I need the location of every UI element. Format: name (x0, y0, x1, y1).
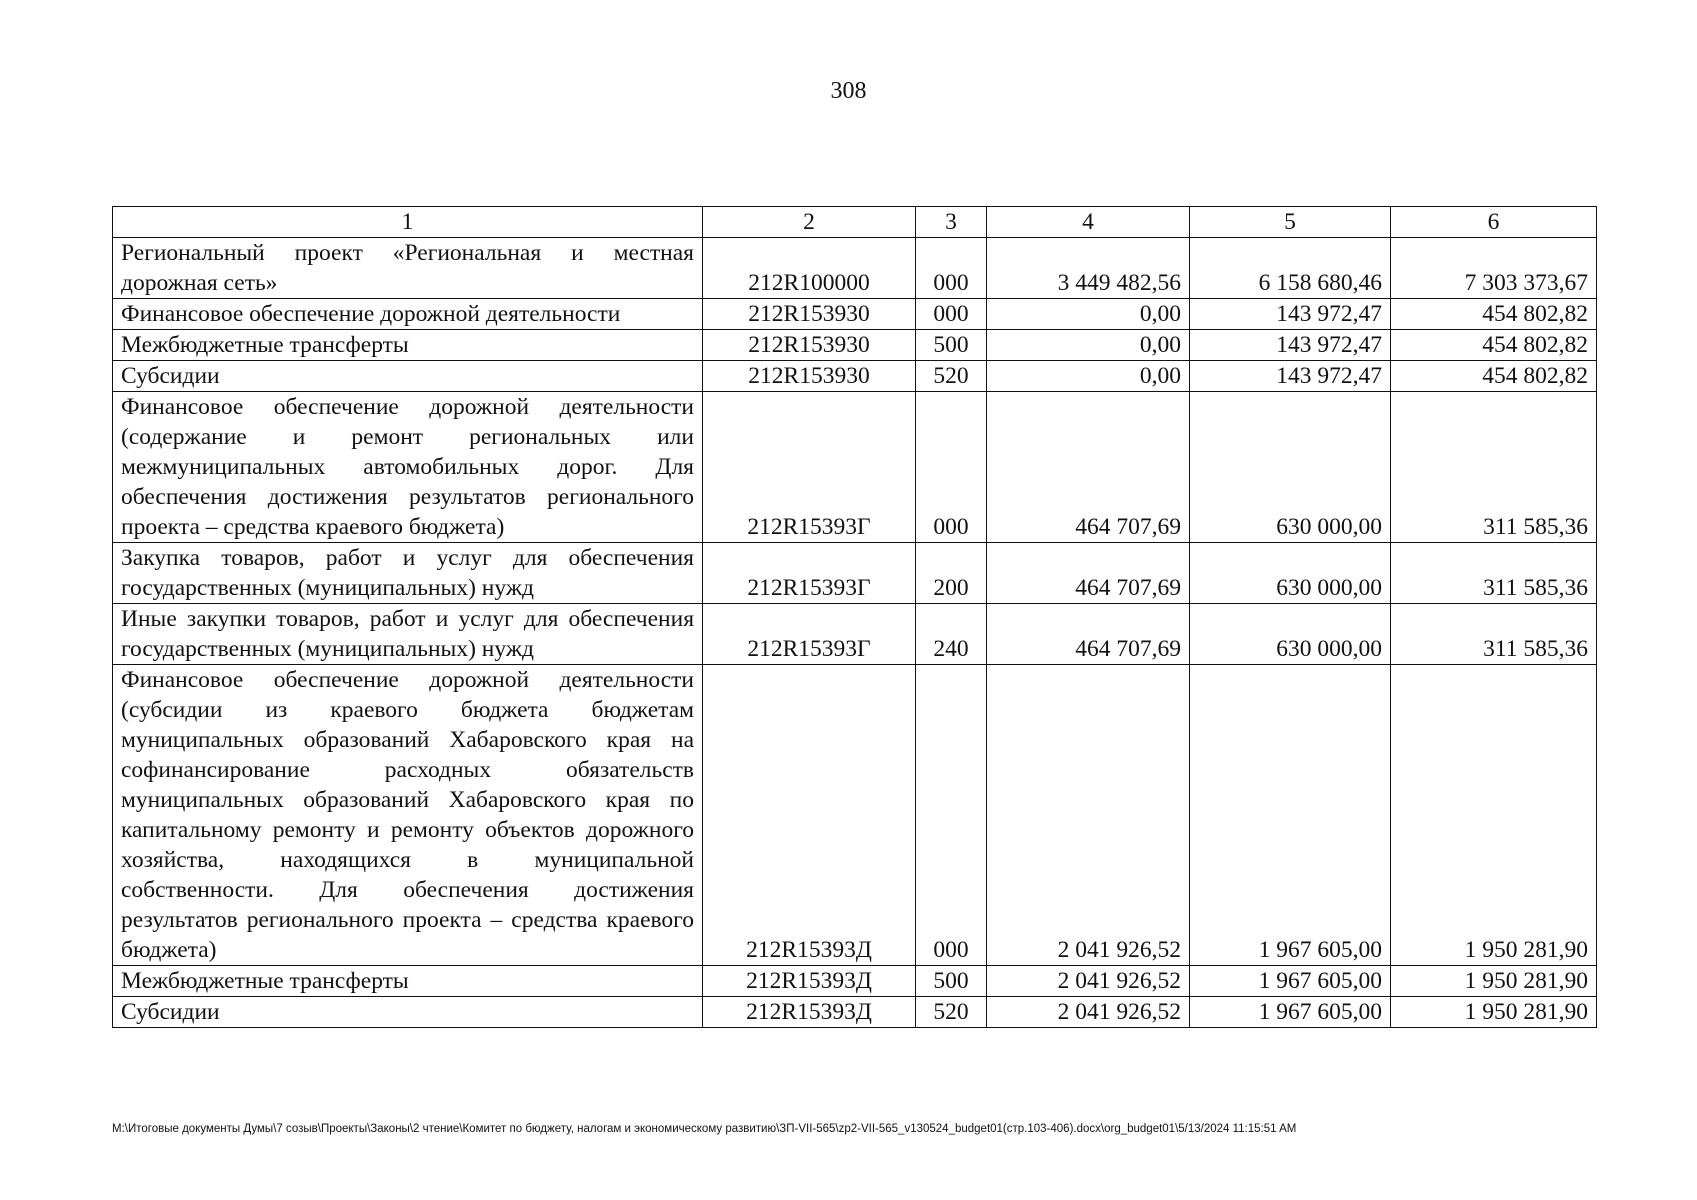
row-expense-type: 000 (916, 238, 987, 299)
row-value-6: 1 950 281,90 (1391, 665, 1597, 966)
column-header-1: 1 (113, 207, 703, 238)
row-name: Иные закупки товаров, работ и услуг для обеспечения государственных (муниципальных) нужд (113, 604, 703, 665)
row-expense-type: 520 (916, 997, 987, 1028)
row-name: Финансовое обеспечение дорожной деятельности (содержание и ремонт региональных или межмуниципальных автомобильных дорог. Для обеспечения достижения результатов регионального проекта – средства краевого бюджета) (113, 392, 703, 543)
column-header-2: 2 (703, 207, 916, 238)
row-expense-type: 500 (916, 966, 987, 997)
row-expense-type: 000 (916, 299, 987, 330)
row-target-code: 212R100000 (703, 238, 916, 299)
row-value-6: 454 802,82 (1391, 299, 1597, 330)
budget-table (112, 206, 1597, 1028)
row-expense-type: 000 (916, 392, 987, 543)
row-name: Финансовое обеспечение дорожной деятельности (субсидии из краевого бюджета бюджетам муниципальных образований Хабаровского края на софинансирование расходных обязательств муниципальных образований Хабаровского края по капитальному ремонту и ремонту объектов дорожного хозяйства, находящихся в муниципальной собственности. Для обеспечения достижения результатов регионального проекта – средства краевого бюджета) (113, 665, 703, 966)
table-row (113, 330, 1597, 361)
table-row (113, 299, 1597, 330)
row-target-code: 212R15393Д (703, 997, 916, 1028)
table-row (113, 997, 1597, 1028)
row-target-code: 212R15393Г (703, 392, 916, 543)
table-row (113, 543, 1597, 604)
column-header-5: 5 (1190, 207, 1391, 238)
column-header-6: 6 (1391, 207, 1597, 238)
row-value-5: 1 967 605,00 (1190, 665, 1391, 966)
row-name: Субсидии (113, 361, 703, 392)
row-target-code: 212R15393Д (703, 966, 916, 997)
row-value-5: 630 000,00 (1190, 543, 1391, 604)
row-value-4: 464 707,69 (987, 604, 1190, 665)
row-value-6: 1 950 281,90 (1391, 997, 1597, 1028)
table-row (113, 392, 1597, 543)
row-value-4: 0,00 (987, 299, 1190, 330)
row-value-4: 2 041 926,52 (987, 966, 1190, 997)
row-name: Межбюджетные трансферты (113, 966, 703, 997)
row-value-5: 6 158 680,46 (1190, 238, 1391, 299)
header-row (113, 207, 1597, 238)
row-value-6: 311 585,36 (1391, 604, 1597, 665)
row-value-4: 464 707,69 (987, 543, 1190, 604)
row-target-code: 212R153930 (703, 330, 916, 361)
row-value-4: 2 041 926,52 (987, 665, 1190, 966)
column-header-3: 3 (916, 207, 987, 238)
row-name: Межбюджетные трансферты (113, 330, 703, 361)
row-value-5: 143 972,47 (1190, 330, 1391, 361)
row-value-4: 2 041 926,52 (987, 997, 1190, 1028)
row-expense-type: 000 (916, 665, 987, 966)
row-target-code: 212R15393Д (703, 665, 916, 966)
row-value-6: 311 585,36 (1391, 392, 1597, 543)
row-expense-type: 240 (916, 604, 987, 665)
row-name: Финансовое обеспечение дорожной деятельности (113, 299, 703, 330)
row-expense-type: 500 (916, 330, 987, 361)
row-value-4: 464 707,69 (987, 392, 1190, 543)
row-target-code: 212R15393Г (703, 543, 916, 604)
table-row (113, 966, 1597, 997)
row-value-6: 454 802,82 (1391, 361, 1597, 392)
table-row (113, 361, 1597, 392)
row-value-5: 630 000,00 (1190, 604, 1391, 665)
table-row (113, 238, 1597, 299)
table-row (113, 665, 1597, 966)
page-number: 308 (830, 78, 867, 104)
row-value-5: 630 000,00 (1190, 392, 1391, 543)
row-value-5: 1 967 605,00 (1190, 966, 1391, 997)
row-value-4: 0,00 (987, 361, 1190, 392)
document-path-footer: M:\Итоговые документы Думы\7 созыв\Проекты\Законы\2 чтение\Комитет по бюджету, налогам и экономическому развитию\ЗП-VII-565\zp2-VII-565_v130524_budget01(стр.103-406).docx\org_budget01\5/13/2024 11:15:51 AM (112, 1123, 1297, 1135)
row-expense-type: 520 (916, 361, 987, 392)
row-value-5: 143 972,47 (1190, 299, 1391, 330)
row-target-code: 212R15393Г (703, 604, 916, 665)
row-value-4: 3 449 482,56 (987, 238, 1190, 299)
row-value-4: 0,00 (987, 330, 1190, 361)
column-header-4: 4 (987, 207, 1190, 238)
row-value-6: 1 950 281,90 (1391, 966, 1597, 997)
row-value-6: 311 585,36 (1391, 543, 1597, 604)
row-name: Субсидии (113, 997, 703, 1028)
row-value-5: 143 972,47 (1190, 361, 1391, 392)
row-expense-type: 200 (916, 543, 987, 604)
row-value-6: 7 303 373,67 (1391, 238, 1597, 299)
row-value-5: 1 967 605,00 (1190, 997, 1391, 1028)
row-value-6: 454 802,82 (1391, 330, 1597, 361)
row-name: Региональный проект «Региональная и местная дорожная сеть» (113, 238, 703, 299)
row-target-code: 212R153930 (703, 299, 916, 330)
table-row (113, 604, 1597, 665)
row-target-code: 212R153930 (703, 361, 916, 392)
row-name: Закупка товаров, работ и услуг для обеспечения государственных (муниципальных) нужд (113, 543, 703, 604)
